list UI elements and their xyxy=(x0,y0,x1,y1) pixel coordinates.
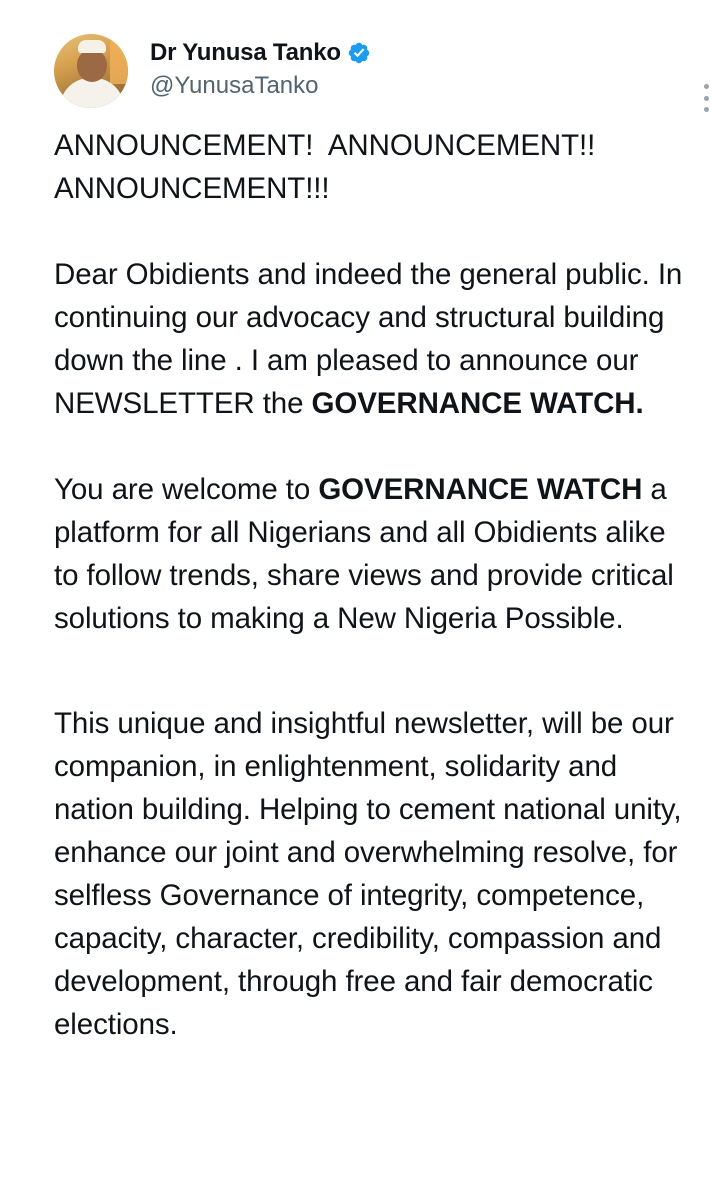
tweet-paragraph-3: This unique and insightful newsletter, will be our companion, in enlightenment, solidarity and nation building. Helping to cement national unity, enhance our joint and overwhelming resolve, for selfless Governance of integrity, competence, capacity, character, credibility, compassion and development, through free and fair democratic elections. xyxy=(54,707,682,1041)
paragraph-1-text: Dear Obidients and indeed the general public. In continuing our advocacy and structural building down the line . I am pleased to announce our NEWSLETTER the xyxy=(54,258,683,420)
newsletter-name-inline: GOVERNANCE WATCH xyxy=(318,473,643,506)
more-dot xyxy=(704,84,709,89)
paragraph-2-prefix: You are welcome to xyxy=(54,473,319,506)
more-dot xyxy=(704,107,709,112)
avatar-cap-shape xyxy=(78,40,106,53)
paragraph-2-text: a platform for all Nigerians and all Obidients alike to follow trends, share views and provide critical solutions to making a New Nigeria Possible. xyxy=(54,473,674,635)
tweet-header xyxy=(54,34,674,114)
avatar-face-shape xyxy=(77,50,107,82)
author-avatar[interactable] xyxy=(54,34,128,108)
author-display-name[interactable]: Dr Yunusa Tanko xyxy=(150,39,341,66)
verified-badge-icon xyxy=(347,41,371,65)
author-handle[interactable]: @YunusaTanko xyxy=(150,72,319,99)
announcement-line: ANNOUNCEMENT!!! xyxy=(54,172,330,205)
avatar-flag-shape xyxy=(110,38,128,84)
paragraph-spacer xyxy=(54,210,684,253)
paragraph-spacer xyxy=(54,425,684,468)
announcement-line: ANNOUNCEMENT! ANNOUNCEMENT!! xyxy=(54,129,596,162)
tweet-body xyxy=(54,124,684,1046)
more-dot xyxy=(704,96,709,101)
paragraph-spacer xyxy=(54,640,684,702)
more-options-icon[interactable] xyxy=(694,84,718,112)
author-name-row xyxy=(150,36,371,70)
tweet-paragraph-1 xyxy=(54,253,684,425)
tweet-paragraph-2 xyxy=(54,468,684,640)
newsletter-name: GOVERNANCE WATCH. xyxy=(311,387,644,420)
